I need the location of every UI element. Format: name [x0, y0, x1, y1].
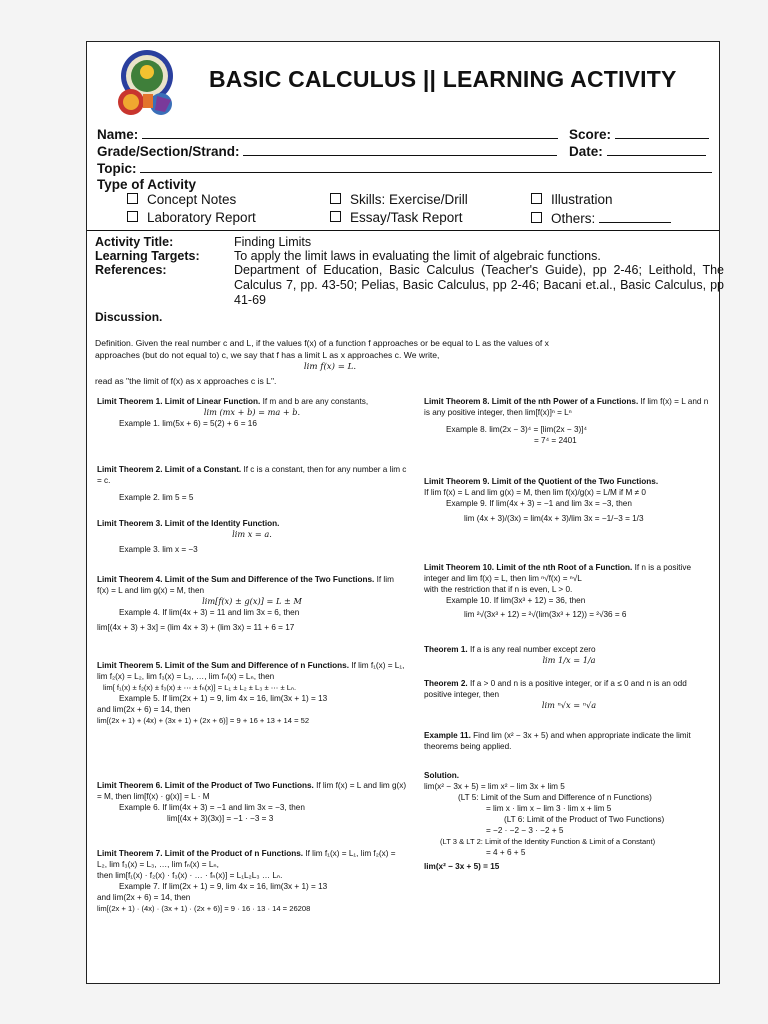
date-field[interactable] [569, 143, 706, 159]
activity-info [95, 235, 724, 310]
theorem-block: Theorem 1. If a is any real number except zero lim 1/x = 1/a [424, 645, 596, 665]
checkbox-concept-notes[interactable]: Concept Notes [127, 192, 236, 207]
section-divider [87, 230, 719, 231]
example-block: Example 11. Find lim (x² − 3x + 5) and when appropriate indicate the limit theorems being applied. [424, 731, 691, 751]
theorem-block: Limit Theorem 9. Limit of the Quotient of the Two Functions. If lim f(x) = L and lim g(x) = M, then lim f(x)/g(x) = L/M if M ≠ 0 Example 9. If lim(4x + 3) = −1 and lim 3x = −3, then lim (4x + 3)/(3x) = lim(4x + 3)/lim 3x = −1/−3 = 1/3 [424, 477, 659, 523]
name-field[interactable] [97, 126, 558, 142]
references-value: Department of Education, Basic Calculus (Teacher's Guide), pp 2-46; Leithold, The Calculus 7, pp. 43-50; Pelias, Basic Calculus, pp 2-46; Bacani et.al., Basic Calculus, pp 41-69 [234, 263, 724, 307]
grade-label: Grade/Section/Strand: [97, 144, 240, 159]
theorem-block: Limit Theorem 2. Limit of a Constant. If c is a constant, then for any number a lim c = c. Example 2. lim 5 = 5 [97, 465, 407, 502]
topic-label: Topic: [97, 161, 137, 176]
theorem-block: Limit Theorem 3. Limit of the Identity Function. lim x = a. Example 3. lim x = −3 [97, 519, 280, 554]
school-seal-logo [113, 46, 183, 118]
left-column [97, 396, 407, 956]
learning-targets-label: Learning Targets: [95, 249, 200, 263]
theorem-block: Limit Theorem 8. Limit of the nth Power of a Functions. If lim f(x) = L and n is any positive integer, then lim[f(x)]ⁿ = Lⁿ Example 8. lim(2x − 3)⁴ = [lim(2x − 3)]⁴ = 7⁴ = 2401 [424, 397, 709, 445]
grade-field[interactable] [97, 143, 557, 159]
theorem-block: Theorem 2. If a > 0 and n is a positive integer, or if a ≤ 0 and n is an odd positive integer, then lim ⁿ√x = ⁿ√a [424, 679, 687, 710]
page-title: BASIC CALCULUS || LEARNING ACTIVITY [209, 66, 677, 92]
solution-block: Solution. lim(x² − 3x + 5) = lim x² − lim 3x + lim 5 (LT 5: Limit of the Sum and Difference of n Functions) = lim x · lim x − lim 3 · lim x + lim 5 (LT 6: Limit of the Product of Two Functions) = −2 · −2 − 3 · −2 + 5 (LT 3 & LT 2: Limit of the Identity Function & Limit of a Constant) = 4 + 6 + 5 lim(x² − 3x + 5) = 15 [424, 771, 665, 871]
activity-title-value: Finding Limits [234, 235, 312, 249]
checkbox-illustration[interactable]: Illustration [531, 192, 613, 207]
definition-formula: lim f(x) = L. [303, 362, 357, 372]
activity-title-label: Activity Title: [95, 235, 174, 249]
score-label: Score: [569, 127, 612, 142]
checkbox-others[interactable]: Others: [531, 210, 671, 226]
score-field[interactable] [569, 126, 709, 142]
name-label: Name: [97, 127, 139, 142]
date-label: Date: [569, 144, 603, 159]
theorem-block: Limit Theorem 10. Limit of the nth Root of a Function. If n is a positive integer and lim f(x) = L, then lim ⁿ√f(x) = ⁿ√L with the restriction that if n is even, L > 0. Example 10. If lim(3x³ + 12) = 36, then lim ²√(3x³ + 12) = ²√(lim(3x³ + 12)) = ²√36 = 6 [424, 563, 692, 619]
theorem-block: Limit Theorem 5. Limit of the Sum and Difference of n Functions. If lim f₁(x) = L₁, lim f₂(x) = L₂, lim f₃(x) = L₃, …, lim fₙ(x) = Lₙ, then lim[ f₁(x) ± f₂(x) ± f₃(x) ± ⋯ ± fₙ(x)] = L₁ ± L₂ ± L₃ ± ⋯ ± Lₙ. Example 5. If lim(2x + 1) = 9, lim 4x = 16, lim(3x + 1) = 13 and lim(2x + 6) = 14, then lim[(2x + 1) + (4x) + (3x + 1) + (2x + 6)] = 9 + 16 + 13 + 14 = 52 [97, 661, 405, 725]
definition-line-1: Definition. Given the real number c and L, if the values f(x) of a function f approaches or be equal to L as the values of x [95, 338, 549, 348]
definition-read-as: read as "the limit of f(x) as x approaches c is L". [95, 376, 277, 386]
activity-type-label: Type of Activity [97, 177, 197, 192]
theorem-block: Limit Theorem 4. Limit of the Sum and Difference of the Two Functions. If lim f(x) = L and lim g(x) = M, then lim[f(x) ± g(x)] = L ± M Example 4. If lim(4x + 3) = 11 and lim 3x = 6, then lim[(4x + 3) + 3x] = (lim 4x + 3) + (lim 3x) = 11 + 6 = 17 [97, 575, 394, 632]
activity-sheet [86, 41, 724, 984]
theorem-block: Limit Theorem 7. Limit of the Product of n Functions. If lim f₁(x) = L₁, lim f₂(x) = L₂, lim f₃(x) = L₃, …, lim fₙ(x) = Lₙ, then lim[f₁(x) · f₂(x) · f₃(x) · … · fₙ(x)] = L₁L₂L₃ … Lₙ. Example 7. If lim(2x + 1) = 9, lim 4x = 16, lim(3x + 1) = 13 and lim(2x + 6) = 14, then lim[(2x + 1) · (4x) · (3x + 1) · (2x + 6)] = 9 · 16 · 13 · 14 = 26208 [97, 849, 396, 913]
discussion-heading: Discussion. [95, 310, 163, 324]
topic-field[interactable] [97, 160, 712, 176]
checkbox-skills-exercise[interactable]: Skills: Exercise/Drill [330, 192, 468, 207]
right-column [424, 396, 714, 956]
learning-targets-value: To apply the limit laws in evaluating the limit of algebraic functions. [234, 249, 601, 263]
theorem-block: Limit Theorem 1. Limit of Linear Function. If m and b are any constants, lim (mx + b) = ma + b. Example 1. lim(5x + 6) = 5(2) + 6 = 16 [97, 397, 369, 428]
references-label: References: [95, 263, 167, 277]
checkbox-laboratory-report[interactable]: Laboratory Report [127, 210, 256, 225]
checkbox-essay-task-report[interactable]: Essay/Task Report [330, 210, 463, 225]
theorem-block: Limit Theorem 6. Limit of the Product of Two Functions. If lim f(x) = L and lim g(x) = M, then lim[f(x) · g(x)] = L · M Example 6. If lim(4x + 3) = −1 and lim 3x = −3, then lim[(4x + 3)(3x)] = −1 · −3 = 3 [97, 781, 407, 823]
definition-line-2: approaches (but do not equal to) c, we say that f has a limit L as x approaches c. We write, [95, 350, 440, 360]
limit-definition [95, 337, 715, 387]
